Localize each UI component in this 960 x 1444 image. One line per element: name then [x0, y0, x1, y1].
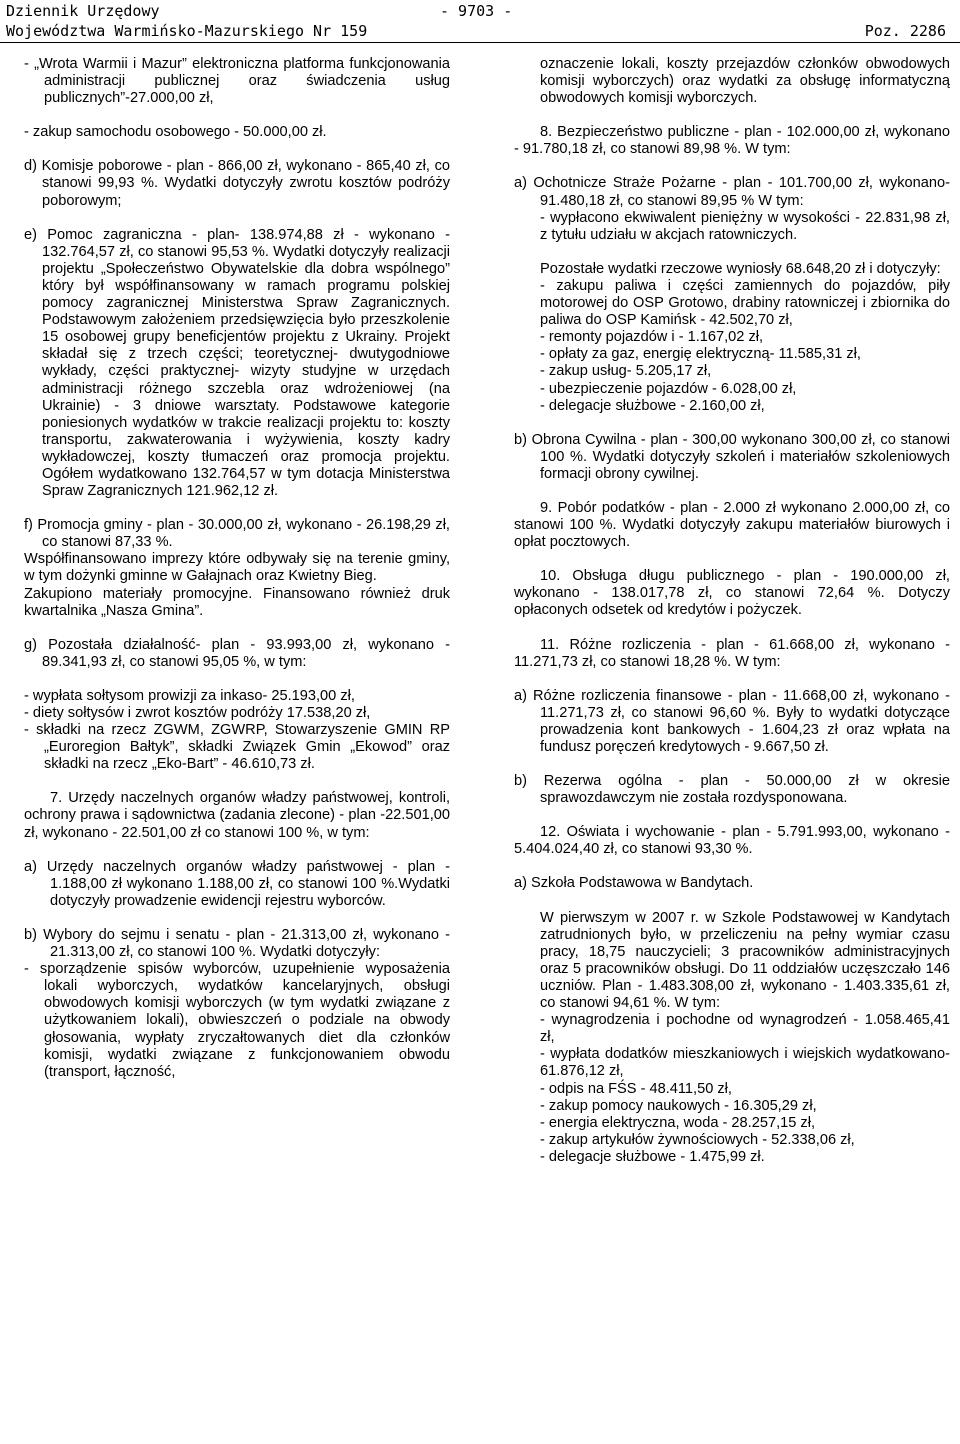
paragraph: - zakup samochodu osobowego - 50.000,00 zł.: [24, 124, 327, 141]
list-item: - zakupu paliwa i części zamiennych do pojazdów, piły motorowej do OSP Grotowo, drabiny ratowniczej i zbiornika do paliwa do OSP Kamińsk - 42.502,70 zł,: [540, 277, 950, 329]
list-item: - sporządzenie spisów wyborców, uzupełnienie wyposażenia lokali wyborczych, wydatków kancelaryjnych, obsługi obwodowych komisji wyborczych (w tym wydatki związane z użytkowaniem lokali), obwieszczeń o podziale na obwody głosowania, wypłaty zryczałtowanych diet dla członków komisji, wydatki związane z funkcjonowaniem obwodu (transport, łączność,: [24, 961, 450, 1080]
paragraph: a) Różne rozliczenia finansowe - plan - 11.668,00 zł, wykonano - 11.271,73 zł, co stanowi 96,60 %. Były to wydatki dotyczące prowadzenia kont bankowych - 1.604,23 zł oraz wpłata na fundusz poręczeń kredytowych - 9.667,50 zł.: [514, 687, 950, 755]
list-item: - remonty pojazdów i - 1.167,02 zł,: [540, 329, 764, 346]
page-number: - 9703 -: [440, 2, 513, 20]
section-heading: 10. Obsługa długu publicznego - plan - 190.000,00 zł, wykonano - 138.017,78 zł, co stanowi 72,64 %. Dotyczy opłaconych odsetek od kredytów i pożyczek.: [514, 568, 950, 619]
paragraph: f) Promocja gminy - plan - 30.000,00 zł, wykonano - 26.198,29 zł, co stanowi 87,33 %.: [24, 517, 450, 551]
paragraph: Pozostałe wydatki rzeczowe wyniosły 68.648,20 zł i dotyczyły:: [540, 260, 941, 277]
section-heading: 8. Bezpieczeństwo publiczne - plan - 102.000,00 zł, wykonano - 91.780,18 zł, co stanowi 89,98 %. W tym:: [514, 124, 950, 158]
page-header: [0, 0, 960, 44]
list-item: - wypłata sołtysom prowizji za inkaso- 25.193,00 zł,: [24, 687, 355, 704]
list-item: - wypłacono ekwiwalent pieniężny w wysokości - 22.831,98 zł, z tytułu udziału w akcjach ratowniczych.: [540, 209, 950, 243]
paragraph: Zakupiono materiały promocyjne. Finansowano również druk kwartalnika „Nasza Gmina”.: [24, 585, 450, 619]
paragraph: b) Obrona Cywilna - plan - 300,00 wykonano 300,00 zł, co stanowi 100 %. Wydatki dotyczyły szkoleń i materiałów szkoleniowych formacji obrony cywilnej.: [514, 431, 950, 482]
section-heading: 7. Urzędy naczelnych organów władzy państwowej, kontroli, ochrony prawa i sądownictwa (zadania zlecone) - plan -22.501,00 zł, wykonano - 22.501,00 zł co stanowi 100 %, w tym:: [24, 790, 450, 841]
paragraph: W pierwszym w 2007 r. w Szkole Podstawowej w Kandytach zatrudnionych było, w przeliczeniu na pełny wymiar czasu pracy, 18,75 nauczycieli; 3 pracowników administracyjnych oraz 5 pracowników obsługi. Do 11 oddziałów uczęszczało 146 uczniów. Plan - 1.483.308,00 zł, wykonano - 1.403.335,61 zł, co stanowi 94,61 %. W tym:: [540, 909, 950, 1012]
list-item: - wypłata dodatków mieszkaniowych i wiejskich wydatkowano- 61.876,12 zł,: [540, 1046, 950, 1080]
paragraph: Współfinansowano imprezy które odbywały się na terenie gminy, w tym dożynki gminne w Gałajnach oraz Kwietny Bieg.: [24, 551, 450, 585]
journal-subtitle: Województwa Warmińsko-Mazurskiego Nr 159: [6, 22, 368, 40]
paragraph: b) Rezerwa ogólna - plan - 50.000,00 zł w okresie sprawozdawczym nie została rozdysponowana.: [514, 773, 950, 807]
list-item: - opłaty za gaz, energię elektryczną- 11.585,31 zł,: [540, 346, 861, 363]
paragraph: oznaczenie lokali, koszty przejazdów członków obwodowych komisji wyborczych) oraz wydatki za obsługę informatyczną obwodowych komisji wyborczych.: [540, 56, 950, 107]
list-item: - delegacje służbowe - 1.475,99 zł.: [540, 1148, 765, 1165]
position-number: Poz. 2286: [864, 22, 946, 40]
section-heading: 11. Różne rozliczenia - plan - 61.668,00 zł, wykonano - 11.271,73 zł, co stanowi 18,28 %. W tym:: [514, 636, 950, 670]
list-item: - odpis na FŚS - 48.411,50 zł,: [540, 1080, 732, 1097]
left-column: [24, 56, 450, 1081]
paragraph: a) Szkoła Podstawowa w Bandytach.: [514, 875, 754, 892]
list-item: - energia elektryczna, woda - 28.257,15 zł,: [540, 1114, 816, 1131]
list-item: - ubezpieczenie pojazdów - 6.028,00 zł,: [540, 380, 797, 397]
header-rule: [0, 42, 960, 43]
list-item: - zakup pomocy naukowych - 16.305,29 zł,: [540, 1097, 817, 1114]
paragraph: b) Wybory do sejmu i senatu - plan - 21.313,00 zł, wykonano - 21.313,00 zł, co stanowi 100 %. Wydatki dotyczyły:: [24, 926, 450, 961]
section-heading: 9. Pobór podatków - plan - 2.000 zł wykonano 2.000,00 zł, co stanowi 100 %. Wydatki dotyczyły zakupu materiałów biurowych i opłat pocztowych.: [514, 499, 950, 551]
list-item: - wynagrodzenia i pochodne od wynagrodzeń - 1.058.465,41 zł,: [540, 1012, 950, 1046]
list-item: - składki na rzecz ZGWM, ZGWRP, Stowarzyszenie GMIN RP „Euroregion Bałtyk”, składki Związek Gmin „Ekowod” oraz składki na rzecz „Eko-Bart” - 46.610,73 zł.: [24, 722, 450, 773]
paragraph: a) Ochotnicze Straże Pożarne - plan - 101.700,00 zł, wykonano- 91.480,18 zł, co stanowi 89,95 % W tym:: [514, 175, 950, 209]
paragraph: - „Wrota Warmii i Mazur” elektroniczna platforma funkcjonowania administracji publicznej oraz świadczenia usług publicznych”-27.000,00 zł,: [24, 56, 450, 107]
paragraph: e) Pomoc zagraniczna - plan- 138.974,88 zł - wykonano - 132.764,57 zł, co stanowi 95,53 %. Wydatki dotyczyły realizacji projektu „Społeczeństwo Obywatelskie dla dobra wspólnego” który był współfinansowany w ramach programu polskiej pomocy zagranicznej Ministerstwa Spraw Zagranicznych. Podstawowym założeniem przedsięwzięcia było przeszkolenie 15 osobowej grupy beneficjentów projektu z Ukrainy. Projekt składał się z trzech części; teoretycznej- dwutygodniowe wykłady, części praktycznej- wizyty studyjne w urzędach administracji różnego szczebla oraz wdrożeniowej (na Ukrainie) - 3 dniowe warsztaty. Podstawowe kategorie poniesionych wydatków w trakcie realizacji projektu to: koszty transportu, zakwaterowania i wyżywienia, koszty kadry wykładowczej, koszty tłumaczeń oraz promocja projektu. Ogółem wydatkowano 132.764,57 w tym dotacja Ministerstwa Spraw Zagranicznych 121.962,12 zł.: [24, 226, 450, 500]
paragraph: g) Pozostała działalność- plan - 93.993,00 zł, wykonano - 89.341,93 zł, co stanowi 95,05 %, w tym:: [24, 636, 450, 670]
list-item: - zakup usług- 5.205,17 zł,: [540, 363, 712, 380]
list-item: - diety sołtysów i zwrot kosztów podróży 17.538,20 zł,: [24, 705, 371, 721]
journal-title: Dziennik Urzędowy: [6, 2, 160, 20]
section-heading: 12. Oświata i wychowanie - plan - 5.791.993,00, wykonano - 5.404.024,40 zł, co stanowi 93,30 %.: [514, 824, 950, 858]
paragraph: a) Urzędy naczelnych organów władzy państwowej - plan - 1.188,00 zł wykonano 1.188,00 zł, co stanowi 100 %.Wydatki dotyczyły prowadzenie ewidencji rejestru wyborców.: [24, 858, 450, 909]
list-item: - zakup artykułów żywnościowych - 52.338,06 zł,: [540, 1131, 855, 1148]
right-column: [514, 56, 950, 1166]
list-item: - delegacje służbowe - 2.160,00 zł,: [540, 397, 765, 414]
paragraph: d) Komisje poborowe - plan - 866,00 zł, wykonano - 865,40 zł, co stanowi 99,93 %. Wydatki dotyczyły zwrotu kosztów podróży poborowym;: [24, 158, 450, 209]
